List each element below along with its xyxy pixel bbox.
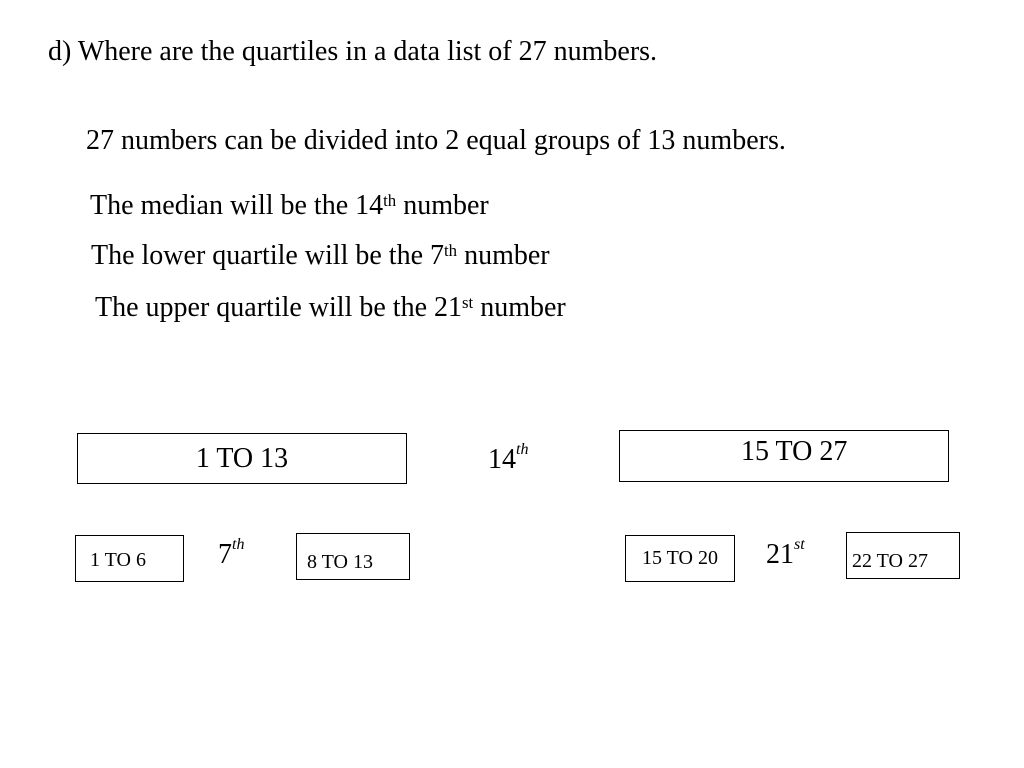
upper-half-label: 15 TO 27 [741, 436, 848, 467]
lower-quartile-statement [91, 240, 550, 272]
lower-quartile-text-end: number [457, 240, 550, 271]
upper-quartile-position-suffix: st [794, 536, 805, 553]
lower-quartile-position-number: 7 [218, 539, 232, 570]
lower-lower-box [75, 535, 184, 582]
lower-quartile-position-suffix: th [232, 536, 245, 553]
median-position-suffix: th [516, 441, 529, 458]
median-position [488, 441, 529, 476]
lower-lower-label: 1 TO 6 [90, 548, 146, 571]
median-ordinal-suffix: th [383, 191, 397, 211]
lower-quartile-text: The lower quartile will be the 7 [91, 240, 444, 271]
upper-lower-box [625, 535, 735, 582]
upper-quartile-text: The upper quartile will be the 21 [95, 292, 462, 323]
lower-upper-box [296, 533, 410, 580]
groups-statement: 27 numbers can be divided into 2 equal groups of 13 numbers. [86, 125, 786, 156]
lower-upper-label: 8 TO 13 [307, 551, 373, 573]
question-heading: d) Where are the quartiles in a data list of 27 numbers. [48, 36, 658, 67]
upper-upper-box [846, 532, 960, 579]
median-text-end: number [396, 190, 489, 221]
upper-quartile-position-number: 21 [766, 539, 794, 570]
upper-upper-label: 22 TO 27 [852, 550, 928, 572]
upper-quartile-text-end: number [473, 292, 566, 323]
upper-quartile-ordinal-suffix: st [462, 293, 474, 313]
upper-half-box [619, 430, 949, 482]
median-statement [90, 190, 489, 222]
median-position-number: 14 [488, 444, 516, 475]
lower-half-label: 1 TO 13 [195, 442, 289, 474]
upper-lower-label: 15 TO 20 [642, 547, 718, 569]
median-text: The median will be the 14 [90, 190, 384, 221]
upper-quartile-statement [95, 292, 566, 324]
upper-quartile-position [766, 536, 805, 571]
lower-quartile-ordinal-suffix: th [444, 241, 458, 261]
lower-quartile-position [218, 536, 245, 571]
lower-half-box [77, 433, 407, 484]
